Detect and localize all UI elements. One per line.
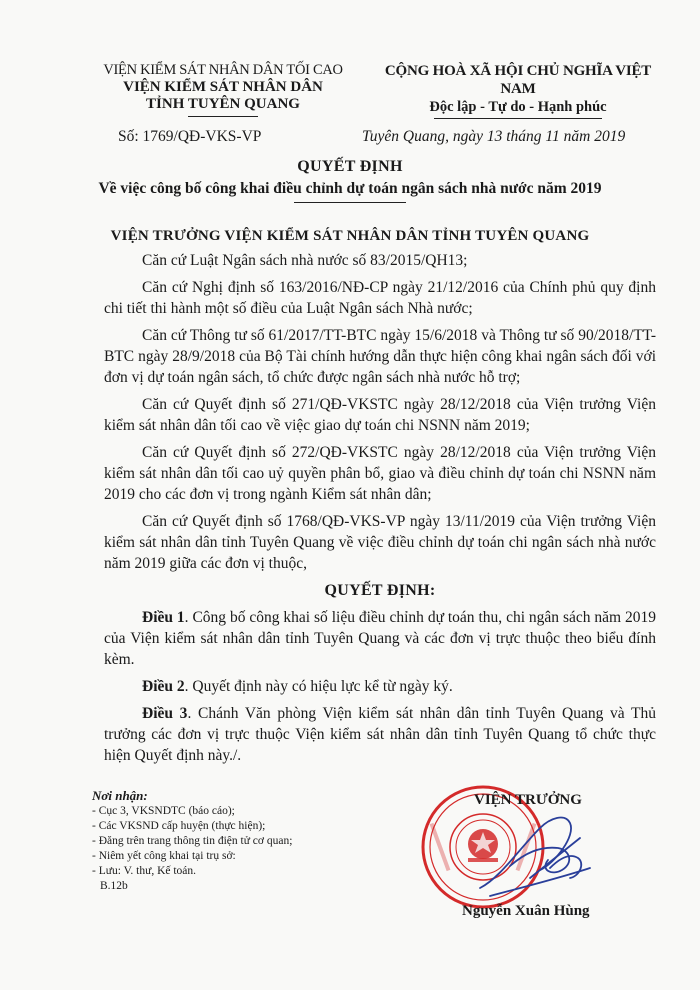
document-title: QUYẾT ĐỊNH <box>297 158 403 175</box>
article-text: Công bố công khai số liệu điều chỉnh dự toán thu, chi ngân sách năm 2019 của Viện kiểm sát nhân dân tỉnh Tuyên Quang và các đơn vị trực thuộc theo biểu đính kèm. <box>104 609 657 668</box>
article-separator: . <box>184 609 193 626</box>
preamble-paragraph: Căn cứ Luật Ngân sách nhà nước số 83/2015/QH13; <box>142 252 468 269</box>
recipient-item: - Các VKSND cấp huyện (thực hiện); <box>92 820 266 832</box>
preamble-paragraph: Căn cứ Quyết định số 272/QĐ-VKSTC ngày 28/12/2018 của Viện trưởng Viện kiểm sát nhân dân tối cao uỷ quyền phân bổ, giao và điều chỉnh dự toán chi NSNN năm 2019 cho các đơn vị trong ngành Kiểm sát nhân dân; <box>104 444 656 503</box>
recipient-item: - Niêm yết công khai tại trụ sở: <box>92 850 236 862</box>
signer-name: Nguyễn Xuân Hùng <box>462 903 590 919</box>
article-label: Điều 3 <box>142 705 188 722</box>
article-text: Quyết định này có hiệu lực kể từ ngày ký. <box>192 678 453 695</box>
recipients-title: Nơi nhận: <box>92 788 148 803</box>
issuing-authority: VIỆN TRƯỞNG VIỆN KIỂM SÁT NHÂN DÂN TỈNH TUYÊN QUANG <box>110 228 590 244</box>
article-separator: . <box>184 678 193 695</box>
article-2 <box>104 676 656 697</box>
article-1 <box>104 607 656 670</box>
agency-parent: VIỆN KIỂM SÁT NHÂN DÂN TỐI CAO <box>103 62 343 78</box>
preamble-paragraph: Căn cứ Quyết định số 271/QĐ-VKSTC ngày 28/12/2018 của Viện trưởng Viện kiểm sát nhân dân tối cao về việc giao dự toán chi NSNN năm 2019; <box>104 396 656 434</box>
handwritten-signature-icon <box>470 808 600 903</box>
national-motto-block <box>368 62 668 119</box>
article-text: Chánh Văn phòng Viện kiểm sát nhân dân tỉnh Tuyên Quang và Thủ trưởng các đơn vị trực thuộc Viện kiểm sát nhân dân tỉnh Tuyên Quang tổ chức thực hiện Quyết định này./. <box>104 705 657 764</box>
motto-underline <box>434 118 602 119</box>
signer-title: VIỆN TRƯỞNG <box>474 792 582 808</box>
agency-underline <box>188 116 258 117</box>
preamble-paragraph: Căn cứ Nghị định số 163/2016/NĐ-CP ngày 21/12/2016 của Chính phủ quy định chi tiết thi hành một số điều của Luật Ngân sách Nhà nước; <box>104 279 656 317</box>
agency-name: VIỆN KIỂM SÁT NHÂN DÂN <box>123 79 323 95</box>
decision-heading: QUYẾT ĐỊNH: <box>324 582 436 599</box>
subject-underline <box>294 202 406 203</box>
recipients-block <box>92 788 352 894</box>
agency-province: TỈNH TUYÊN QUANG <box>146 96 300 112</box>
preamble-paragraph: Căn cứ Thông tư số 61/2017/TT-BTC ngày 15/6/2018 và Thông tư số 90/2018/TT-BTC ngày 28/9/2018 của Bộ Tài chính hướng dẫn thực hiện công khai ngân sách đối với đơn vị dự toán ngân sách, tổ chức được ngân sách nhà nước hỗ trợ; <box>104 327 656 386</box>
recipient-item: - Cục 3, VKSNDTC (báo cáo); <box>92 805 235 817</box>
document-number: Số: 1769/QĐ-VKS-VP <box>118 128 262 145</box>
national-motto: Độc lập - Tự do - Hạnh phúc <box>429 99 607 115</box>
article-separator: . <box>187 705 198 722</box>
article-label: Điều 1 <box>142 609 185 626</box>
document-body <box>104 250 656 772</box>
national-name: CỘNG HOÀ XÃ HỘI CHỦ NGHĨA VIỆT NAM <box>384 63 652 97</box>
recipient-item: - Lưu: V. thư, Kế toán. <box>92 865 197 877</box>
agency-block <box>92 62 354 117</box>
document-subject: Về việc công bố công khai điều chỉnh dự toán ngân sách nhà nước năm 2019 <box>98 180 602 197</box>
document-title-block <box>0 158 700 203</box>
document-dateline: Tuyên Quang, ngày 13 tháng 11 năm 2019 <box>362 128 626 145</box>
recipient-item: B.12b <box>100 880 128 892</box>
article-label: Điều 2 <box>142 678 185 695</box>
recipient-item: - Đăng trên trang thông tin điện tử cơ quan; <box>92 835 293 847</box>
preamble-paragraph: Căn cứ Quyết định số 1768/QĐ-VKS-VP ngày 13/11/2019 của Viện trưởng Viện kiểm sát nhân dân tỉnh Tuyên Quang về việc điều chỉnh dự toán chi ngân sách nhà nước năm 2019 giữa các đơn vị thuộc, <box>104 513 656 572</box>
article-3 <box>104 703 656 766</box>
